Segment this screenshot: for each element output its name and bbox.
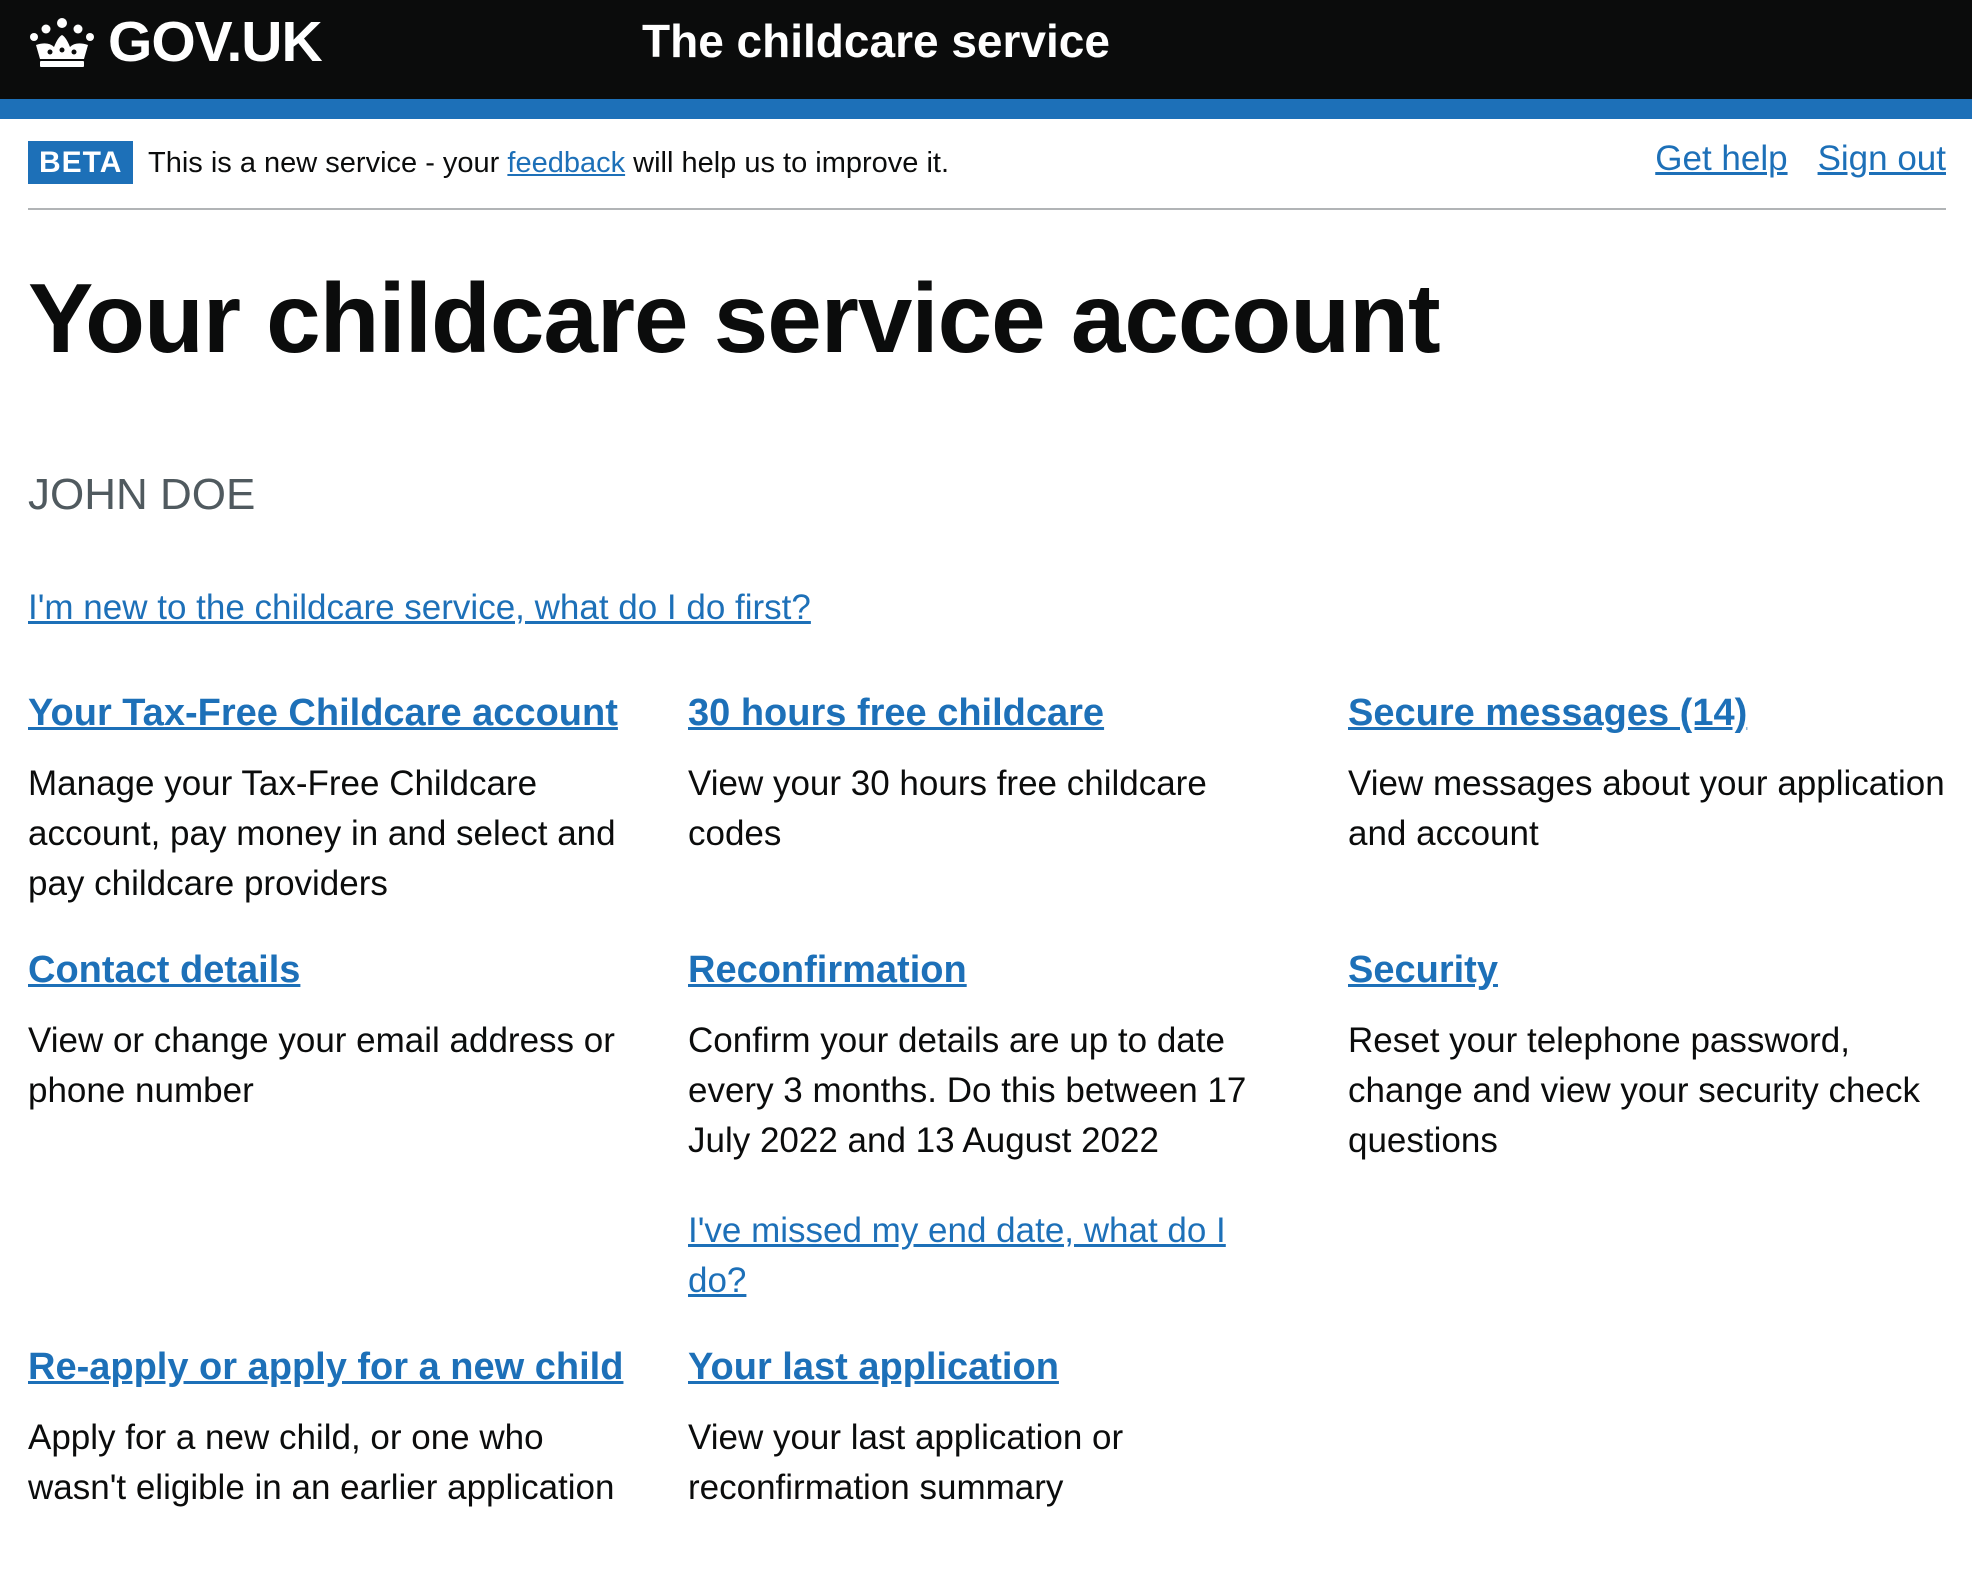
- phase-text-after: will help us to improve it.: [625, 147, 950, 179]
- missed-end-date-link[interactable]: I've missed my end date, what do I do?: [688, 1211, 1226, 1300]
- card-title-link[interactable]: 30 hours free childcare: [688, 692, 1105, 734]
- user-name: JOHN DOE: [28, 470, 256, 519]
- card-description: View or change your email address or phone number: [28, 1021, 615, 1110]
- card-contact-details: [28, 949, 638, 1116]
- card-title-link[interactable]: Reconfirmation: [688, 949, 967, 991]
- card-description: View your last application or reconfirmation summary: [688, 1418, 1124, 1507]
- page-title: Your childcare service account: [28, 263, 1440, 373]
- crown-icon: [28, 15, 96, 69]
- card-title-link[interactable]: Security: [1348, 949, 1498, 991]
- govuk-logo-link[interactable]: [28, 10, 322, 74]
- new-to-service-link[interactable]: I'm new to the childcare service, what do I do first?: [28, 588, 811, 627]
- card-security: [1348, 949, 1958, 1166]
- service-name-link[interactable]: The childcare service: [642, 15, 1110, 67]
- card-description: Confirm your details are up to date every 3 months. Do this between 17 July 2022 and 13 August 2022: [688, 1021, 1247, 1160]
- card-description: Manage your Tax-Free Childcare account, pay money in and select and pay childcare providers: [28, 764, 616, 903]
- header-blue-bar: [0, 99, 1972, 119]
- beta-tag: BETA: [28, 141, 133, 184]
- card-secure-messages: [1348, 692, 1958, 859]
- phase-banner: [28, 119, 1946, 210]
- site-header: [0, 0, 1972, 99]
- sign-out-link[interactable]: Sign out: [1817, 139, 1946, 178]
- card-30-hours: [688, 692, 1298, 859]
- phase-text-before: This is a new service - your: [148, 147, 508, 179]
- card-description: Reset your telephone password, change and view your security check questions: [1348, 1021, 1920, 1160]
- get-help-link[interactable]: Get help: [1655, 139, 1788, 178]
- logo-text: GOV.UK: [108, 10, 322, 74]
- card-description: Apply for a new child, or one who wasn't eligible in an earlier application: [28, 1418, 615, 1507]
- card-last-application: [688, 1346, 1298, 1513]
- card-description: View your 30 hours free childcare codes: [688, 764, 1207, 853]
- feedback-link[interactable]: feedback: [507, 147, 626, 179]
- card-title-link[interactable]: Re-apply or apply for a new child: [28, 1346, 624, 1388]
- card-title-link[interactable]: Your Tax-Free Childcare account: [28, 692, 618, 734]
- phase-text: [148, 143, 949, 183]
- account-links: [1655, 139, 1946, 179]
- card-title-link[interactable]: Your last application: [688, 1346, 1059, 1388]
- card-title-link[interactable]: Contact details: [28, 949, 301, 991]
- card-description: View messages about your application and account: [1348, 764, 1945, 853]
- card-tax-free-childcare: [28, 692, 638, 909]
- card-reapply: [28, 1346, 638, 1513]
- card-reconfirmation: [688, 949, 1298, 1306]
- card-title-link[interactable]: Secure messages (14): [1348, 692, 1748, 734]
